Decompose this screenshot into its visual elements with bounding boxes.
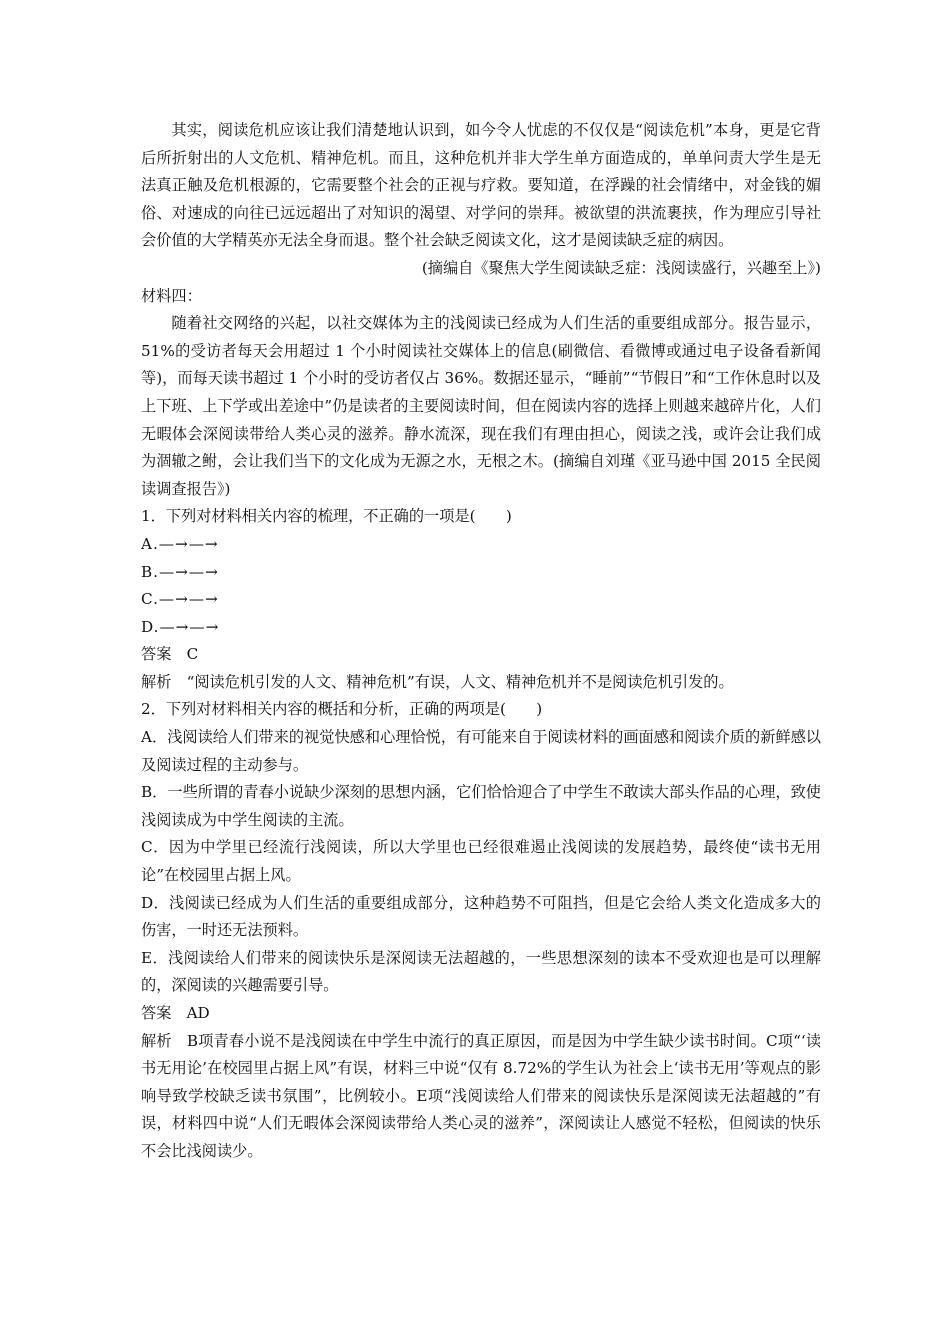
material4-paragraph: 随着社交网络的兴起，以社交媒体为主的浅阅读已经成为人们生活的重要组成部分。报告显示，51%的受访者每天会用超过 1 个小时阅读社交媒体上的信息(刷微信、看微博或通过电子设备看新闻等)，而每天读书超过 1 个小时的受访者仅占 36%。数据还显示，“睡前”“节假日”和“工作休息时以及上下班、上下学或出差途中”仍是读者的主要阅读时间，但在阅读内容的选择上则越来越碎片化，人们无暇体会深阅读带给人类心灵的滋养。静水流深，现在我们有理由担心，阅读之浅，或许会让我们成为涸辙之鲋，会让我们当下的文化成为无源之水，无根之木。(摘编自刘瑾《亚马逊中国 2015 全民阅读调查报告》) [141, 314, 821, 498]
question2-option-a: A．浅阅读给人们带来的视觉快感和心理恰悦，有可能来自于阅读材料的画面感和阅读介质的新鲜感以及阅读过程的主动参与。 [141, 728, 821, 774]
analysis-label: 解析 [141, 672, 172, 691]
question1-analysis [141, 669, 821, 697]
material3-paragraph: 其实，阅读危机应该让我们清楚地认识到，如今令人忧虑的不仅仅是“阅读危机”本身，更是它背后所折射出的人文危机、精神危机。而且，这种危机并非大学生单方面造成的，单单问责大学生是无法真正触及危机根源的，它需要整个社会的正视与疗救。要知道，在浮躁的社会情绪中，对金钱的媚俗、对速成的向往已远远超出了对知识的渴望、对学问的崇拜。被欲望的洪流裹挟，作为理应引导社会价值的大学精英亦无法全身而退。整个社会缺乏阅读文化，这才是阅读缺乏症的病因。 [141, 121, 821, 250]
question2-option-d: D．浅阅读已经成为人们生活的重要组成部分，这种趋势不可阻挡，但是它会给人类文化造成多大的伤害，一时还无法预料。 [141, 893, 821, 940]
question2-option-e: E．浅阅读给人们带来的阅读快乐是深阅读无法超越的，一些思想深刻的读本不受欢迎也是可以理解的，深阅读的兴趣需要引导。 [141, 948, 821, 995]
analysis-label: 解析 [141, 1031, 172, 1050]
analysis-text: B项青春小说不是浅阅读在中学生中流行的真正原因，而是因为中学生缺少读书时间。C项“‘读书无用论’在校园里占据上风”有误，材料三中说“仅有 8.72%的学生认为社会上‘读书无用’等观点的影响导致学校缺乏读书氛围”，比例较小。E项“浅阅读给人们带来的阅读快乐是深阅读无法超越的”有误，材料四中说“人们无暇体会深阅读带给人类心灵的滋养”，深阅读让人感觉不轻松，但阅读的快乐不会比浅阅读少。 [141, 1031, 822, 1160]
material4-heading: 材料四： [141, 286, 202, 305]
question2-answer [141, 1000, 821, 1028]
question1-option-d: D.—→—→ [141, 617, 220, 636]
question2-option-b: B．一些所谓的青春小说缺少深刻的思想内涵，它们恰恰迎合了中学生不敢读大部头作品的心理，致使浅阅读成为中学生阅读的主流。 [141, 783, 821, 829]
question1-stem: 1．下列对材料相关内容的梳理，不正确的一项是( ) [141, 507, 512, 526]
answer-label: 答案 [141, 1004, 172, 1022]
analysis-text: “阅读危机引发的人文、精神危机”有误，人文、精神危机并不是阅读危机引发的。 [186, 672, 734, 691]
answer-label: 答案 [141, 645, 172, 664]
question1-answer [141, 641, 821, 669]
answer-value: AD [186, 1004, 210, 1022]
question2-analysis [141, 1028, 821, 1166]
question2-option-c: C．因为中学里已经流行浅阅读，所以大学里也已经很难遏止浅阅读的发展趋势，最终使“读书无用论”在校园里占据上风。 [141, 838, 821, 885]
answer-value: C [186, 645, 199, 664]
question2-stem: 2．下列对材料相关内容的概括和分析，正确的两项是( ) [141, 700, 543, 719]
material3-source: (摘编自《聚焦大学生阅读缺乏症：浅阅读盛行，兴趣至上》) [421, 258, 821, 277]
question1-option-c: C.—→—→ [141, 590, 219, 609]
question1-option-b: B.—→—→ [141, 562, 219, 581]
document-body [141, 117, 821, 1166]
question1-option-a: A.—→—→ [141, 534, 219, 553]
